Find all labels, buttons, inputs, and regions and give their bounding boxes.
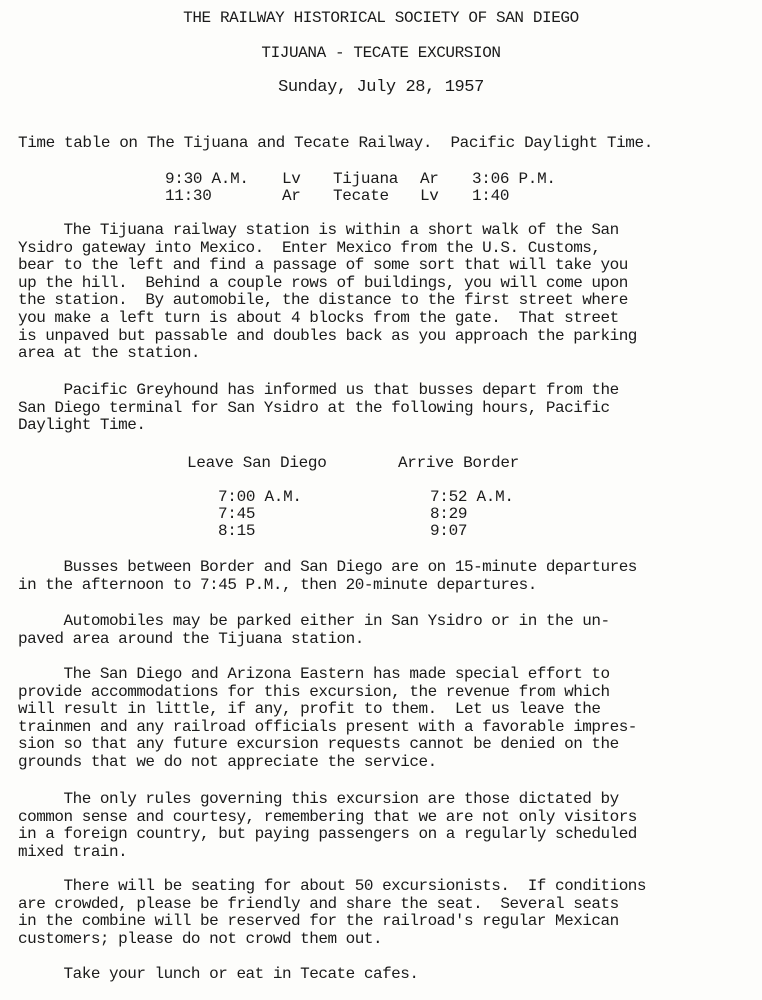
paragraph-line: paved area around the Tijuana station. — [18, 629, 364, 648]
paragraph-line: provide accommodations for this excursion, the revenue from which — [18, 682, 610, 701]
arrive-time: 9:07 — [430, 522, 468, 540]
seating-paragraph — [18, 878, 753, 948]
timetable-intro: Time table on The Tijuana and Tecate Railway. Pacific Daylight Time. — [18, 134, 653, 152]
busses-paragraph — [18, 559, 753, 594]
station-paragraph — [18, 222, 753, 363]
arrive-code: Ar — [420, 170, 439, 188]
greyhound-paragraph — [18, 382, 753, 435]
paragraph-line: trainmen and any railroad officials present with a favorable impres- — [18, 717, 637, 736]
arrive-time: 7:52 A.M. — [430, 488, 514, 506]
leave-header: Leave San Diego — [187, 454, 327, 472]
paragraph-line: Ysidro gateway into Mexico. Enter Mexico from the U.S. Customs, — [18, 238, 601, 257]
paragraph-line: There will be seating for about 50 excursionists. If conditions — [18, 877, 647, 895]
paragraph-line: Take your lunch or eat in Tecate cafes. — [18, 965, 419, 983]
rules-paragraph — [18, 791, 753, 861]
arrive-code: Lv — [420, 187, 439, 205]
paragraph-line: Busses between Border and San Diego are on 15-minute departures — [18, 558, 637, 576]
paragraph-line: Automobiles may be parked either in San Ysidro or in the un- — [18, 612, 610, 630]
railroad-paragraph — [18, 666, 753, 772]
paragraph-line: The only rules governing this excursion are those dictated by — [18, 790, 619, 808]
paragraph-line: common sense and courtesy, remembering that we are not only visitors — [18, 807, 637, 826]
paragraph-line: in a foreign country, but paying passengers on a regularly scheduled — [18, 825, 637, 844]
paragraph-line: in the combine will be reserved for the railroad's regular Mexican — [18, 912, 619, 931]
return-time: 1:40 — [472, 187, 510, 205]
paragraph-line: you make a left turn is about 4 blocks from the gate. That street — [18, 308, 619, 327]
paragraph-line: bear to the left and find a passage of some sort that will take you — [18, 256, 628, 275]
paragraph-line: are crowded, please be friendly and share the seat. Several seats — [18, 894, 619, 913]
depart-time: 11:30 — [165, 187, 212, 205]
automobiles-paragraph — [18, 613, 753, 648]
paragraph-line: area at the station. — [18, 344, 201, 363]
paragraph-line: the station. By automobile, the distance to the first street where — [18, 291, 628, 310]
paragraph-line: The Tijuana railway station is within a short walk of the San — [18, 221, 619, 239]
depart-code: Ar — [282, 187, 301, 205]
station-name: Tijuana — [333, 170, 399, 188]
station-name: Tecate — [333, 187, 389, 205]
depart-code: Lv — [282, 170, 301, 188]
paragraph-line: in the afternoon to 7:45 P.M., then 20-minute departures. — [18, 575, 537, 594]
paragraph-line: San Diego terminal for San Ysidro at the following hours, Pacific — [18, 398, 610, 417]
excursion-date: Sunday, July 28, 1957 — [278, 78, 484, 97]
depart-time: 9:30 A.M. — [165, 170, 249, 188]
paragraph-line: customers; please do not crowd them out. — [18, 929, 383, 948]
paragraph-line: will result in little, if any, profit to them. Let us leave the — [18, 700, 601, 719]
return-time: 3:06 P.M. — [472, 170, 556, 188]
paragraph-line: The San Diego and Arizona Eastern has made special effort to — [18, 665, 610, 683]
paragraph-line: Pacific Greyhound has informed us that busses depart from the — [18, 381, 619, 399]
society-heading: THE RAILWAY HISTORICAL SOCIETY OF SAN DIEGO — [183, 9, 579, 27]
leave-time: 7:45 — [218, 505, 256, 523]
paragraph-line: mixed train. — [18, 842, 128, 861]
arrive-time: 8:29 — [430, 505, 468, 523]
leave-time: 8:15 — [218, 522, 256, 540]
paragraph-line: up the hill. Behind a couple rows of buildings, you will come upon — [18, 273, 628, 292]
lunch-paragraph — [18, 966, 753, 984]
paragraph-line: sion so that any future excursion requests cannot be denied on the — [18, 735, 619, 754]
paragraph-line: grounds that we do not appreciate the service. — [18, 752, 437, 771]
arrive-header: Arrive Border — [398, 454, 519, 472]
paragraph-line: Daylight Time. — [18, 416, 146, 435]
excursion-title: TIJUANA - TECATE EXCURSION — [261, 44, 501, 62]
paragraph-line: is unpaved but passable and doubles back as you approach the parking — [18, 326, 637, 345]
leave-time: 7:00 A.M. — [218, 488, 302, 506]
